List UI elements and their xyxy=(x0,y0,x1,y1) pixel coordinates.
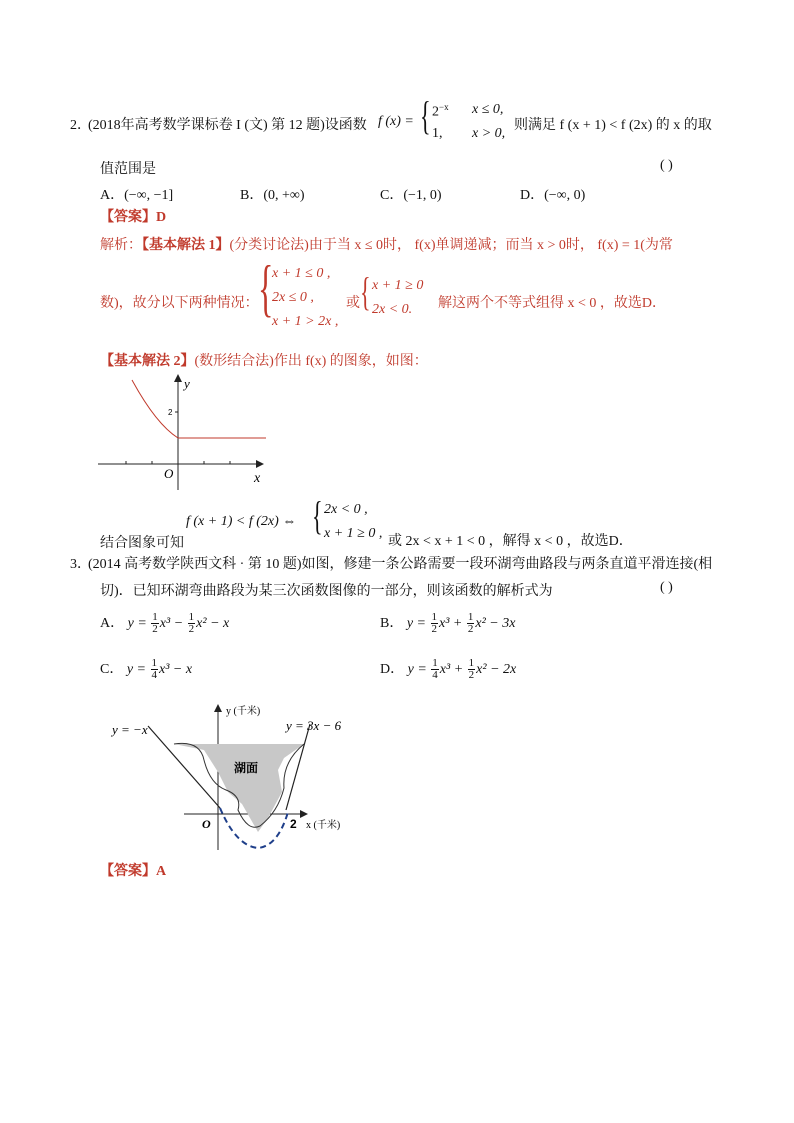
q2-answer: 【答案】D xyxy=(100,210,167,225)
q2-sys2-brace: { xyxy=(360,269,371,314)
q3-option-d: D． y = $\frac{1}{4}$ x³ + $\frac{1}{2}$ x² − 2x xyxy=(380,657,517,682)
origin-label: O xyxy=(202,817,211,831)
origin-label: O xyxy=(164,466,174,481)
q2-option-b: B．(0, +∞) xyxy=(240,188,305,203)
q2-method1-line2b: 解这两个不等式组得 x < 0 ，故选D． xyxy=(438,296,667,311)
q2-stem-tail: 则满足 f (x + 1) < f (2x) 的 x 的取 xyxy=(514,118,712,133)
tick-label-2: 2 xyxy=(168,408,173,417)
q2-concl-b: 或 2x < x + 1 < 0 ，解得 x < 0 ，故选D． xyxy=(388,534,633,549)
q3-answer-paren: ( ) xyxy=(660,580,673,595)
x-axis-label: x (千米) xyxy=(306,820,341,831)
q3-option-b: B． y = $\frac{1}{2}$ x³ + $\frac{1}{2}$ x² − 3x xyxy=(380,611,516,636)
tick-label-2: 2 xyxy=(290,817,297,831)
q2-piece2-cond: x > 0, xyxy=(472,126,506,141)
q2-sys2-row2: 2x < 0. xyxy=(372,302,413,317)
q2-sys1-row3: x + 1 > 2x , xyxy=(272,314,339,329)
q2-method2: 【基本解法 2】(数形结合法)作出 f(x) 的图象，如图： xyxy=(100,354,428,369)
q2-option-a: A．(−∞, −1] xyxy=(100,188,174,203)
q2-number: 2． xyxy=(70,118,91,133)
q2-option-d: D．(−∞, 0) xyxy=(520,188,586,203)
q2-source: (2018年高考数学课标卷 I (文) 第 12 题)设函数 xyxy=(88,118,367,133)
q2-sys2-row1: x + 1 ≥ 0 xyxy=(372,278,424,293)
q3-line2: 切)．已知环湖弯曲路段为某三次函数图像的一部分，则该函数的解析式为 xyxy=(100,584,553,599)
q2-answer-paren: ( ) xyxy=(660,158,673,173)
road-left-line xyxy=(148,726,220,808)
q2-concl-eq: f (x + 1) < f (2x) ⇔ xyxy=(186,514,297,529)
lake-label: 湖面 xyxy=(234,761,259,775)
q2-sys3-brace: { xyxy=(312,493,323,538)
q3-road-figure xyxy=(108,700,358,854)
x-axis-arrow xyxy=(300,810,308,818)
q2-function-graph xyxy=(96,372,276,494)
q2-sys1-row2: 2x ≤ 0 , xyxy=(272,290,314,305)
q2-option-c: C．(−1, 0) xyxy=(380,188,442,203)
q2-method1-line2a: 数)，故分以下两种情况： xyxy=(100,296,259,311)
q2-piece2: 1, xyxy=(432,126,443,141)
left-line-label: y = −x xyxy=(112,722,148,737)
road-right-line xyxy=(286,724,310,810)
q2-stem-line2: 值范围是 xyxy=(100,162,156,177)
y-axis-arrow xyxy=(214,704,222,712)
x-axis-arrow xyxy=(256,460,264,468)
q2-piece1: $2^{-x}$ xyxy=(432,102,449,120)
y-axis-arrow xyxy=(174,374,182,382)
q2-or: 或 xyxy=(346,296,360,311)
q2-sys1-brace: { xyxy=(258,252,274,323)
q3-option-c: C． y = $\frac{1}{4}$ x³ − x xyxy=(100,657,193,682)
q2-sys3-row2: x + 1 ≥ 0 , xyxy=(324,526,383,541)
q2-piece1-cond: x ≤ 0, xyxy=(472,102,504,117)
q2-method1-line1: 解析：【基本解法 1】(分类讨论法)由于当 x ≤ 0时， f(x)单调递减；而当 x > 0时， f(x) = 1(为常 xyxy=(100,238,673,253)
right-line-label: y = 3x − 6 xyxy=(286,718,342,733)
q2-sys1-row1: x + 1 ≤ 0 , xyxy=(272,266,331,281)
x-axis-label: x xyxy=(254,471,261,486)
q3-number: 3． xyxy=(70,557,91,572)
q2-fx-def: f (x) = xyxy=(378,114,414,129)
q2-concl-a: 结合图象可知 xyxy=(100,536,184,551)
y-axis-label: y xyxy=(184,376,190,391)
y-axis-label: y (千米) xyxy=(226,706,261,717)
q3-answer: 【答案】A xyxy=(100,864,167,879)
q3-option-a: A． y = $\frac{1}{2}$ x³ − $\frac{1}{2}$ x² − x xyxy=(100,611,230,636)
q2-piecewise-brace: { xyxy=(420,93,431,138)
q2-sys3-row1: 2x < 0 , xyxy=(324,502,368,517)
q3-line1: (2014 高考数学陕西文科 · 第 10 题)如图，修建一条公路需要一段环湖弯曲路段与两条直道平滑连接(相 xyxy=(88,557,713,572)
